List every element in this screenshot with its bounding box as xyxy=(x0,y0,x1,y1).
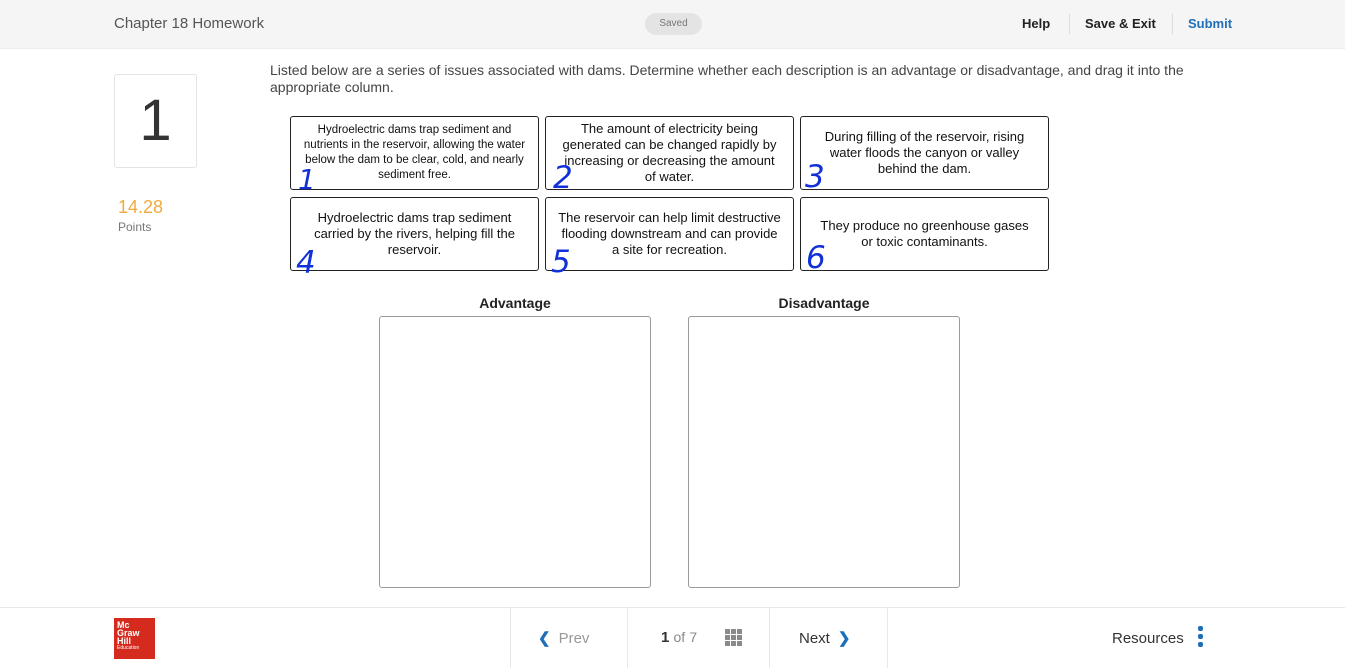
disadvantage-column-label: Disadvantage xyxy=(778,295,870,311)
logo-text: Hill xyxy=(117,636,132,646)
top-header xyxy=(0,0,1345,49)
drag-card-3[interactable] xyxy=(800,116,1049,190)
header-divider xyxy=(1172,14,1173,34)
submit-button[interactable]: Submit xyxy=(1188,16,1233,31)
handwritten-number: 1 xyxy=(298,163,316,196)
help-button[interactable]: Help xyxy=(1022,16,1051,31)
saved-status-badge: Saved xyxy=(645,13,702,35)
next-label: Next xyxy=(799,630,830,647)
bottom-nav xyxy=(0,607,1345,668)
card-text: The reservoir can help limit destructive flooding downstream and can provide a site for recreation. xyxy=(558,210,781,257)
points-value: 14.28 xyxy=(118,197,164,217)
card-text: During filling of the reservoir, rising water floods the canyon or valley behind the dam. xyxy=(824,129,1025,176)
assignment-title: Chapter 18 Homework xyxy=(114,15,265,32)
logo-subtext: Education xyxy=(117,645,140,651)
card-text: Hydroelectric dams trap sediment carried by the rivers, helping fill the reservoir. xyxy=(314,210,515,257)
of-label: of xyxy=(673,629,686,645)
total-pages: 7 xyxy=(689,629,698,645)
advantage-column-label: Advantage xyxy=(479,295,551,311)
points-label: Points xyxy=(118,220,152,234)
header-divider xyxy=(1069,14,1070,34)
drag-card-1[interactable] xyxy=(290,116,539,190)
save-exit-button[interactable]: Save & Exit xyxy=(1085,16,1156,31)
chevron-right-icon: ❯ xyxy=(837,630,851,647)
handwritten-number: 3 xyxy=(805,159,825,195)
page-indicator xyxy=(661,629,697,646)
footer-divider xyxy=(510,608,511,668)
drag-card-4[interactable] xyxy=(290,197,539,271)
card-text: The amount of electricity being generated can be changed rapidly by increasing or decreasing the amount of water. xyxy=(562,121,777,184)
handwritten-number: 6 xyxy=(806,240,826,276)
question-number: 1 xyxy=(114,74,197,168)
question-prompt: Listed below are a series of issues associated with dams. Determine whether each description is an advantage or disadvantage, and drag it into the appropriate column. xyxy=(270,62,1184,95)
drag-card-6[interactable] xyxy=(800,197,1049,271)
handwritten-number: 2 xyxy=(553,160,573,196)
advantage-drop-zone[interactable] xyxy=(379,316,651,588)
question-grid-icon[interactable] xyxy=(725,629,743,647)
handwritten-number: 5 xyxy=(551,244,571,280)
resources-button[interactable]: Resources xyxy=(1112,630,1184,647)
drag-card-5[interactable] xyxy=(545,197,794,271)
next-button[interactable] xyxy=(799,629,850,647)
logo-text: Mc xyxy=(117,620,130,630)
prev-label: Prev xyxy=(558,630,590,647)
disadvantage-drop-zone[interactable] xyxy=(688,316,960,588)
prev-button[interactable] xyxy=(538,629,589,647)
mcgraw-hill-logo xyxy=(114,618,155,659)
footer-divider xyxy=(887,608,888,668)
handwritten-number: 4 xyxy=(296,245,316,281)
footer-divider xyxy=(769,608,770,668)
current-page: 1 xyxy=(661,629,670,646)
logo-text: Graw xyxy=(117,628,140,638)
more-vertical-icon[interactable] xyxy=(1198,626,1203,648)
card-text: Hydroelectric dams trap sediment and nutrients in the reservoir, allowing the water below the dam to be clear, cold, and nearly sediment free. xyxy=(303,124,526,181)
drag-card-2[interactable] xyxy=(545,116,794,190)
card-text: They produce no greenhouse gases or toxic contaminants. xyxy=(820,218,1029,249)
chevron-left-icon: ❮ xyxy=(538,630,551,647)
footer-divider xyxy=(627,608,628,668)
